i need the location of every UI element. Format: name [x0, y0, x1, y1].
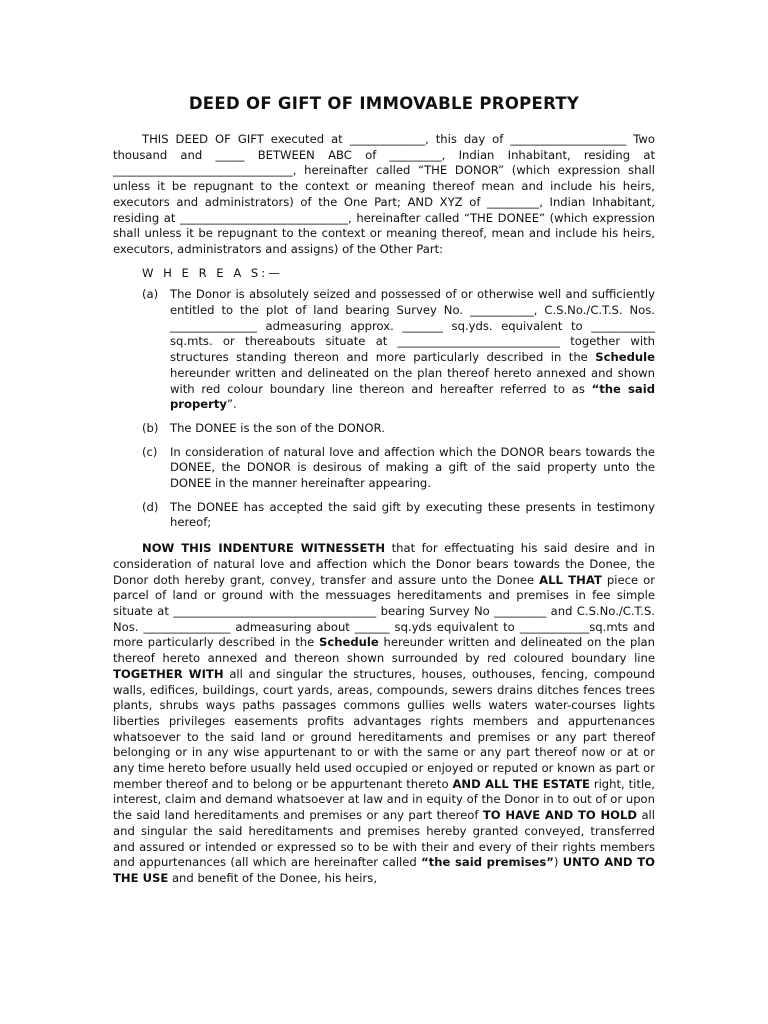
bold-segment: Schedule: [319, 635, 379, 650]
text-segment: hereunder written and delineated on the plan thereof hereto annexed and thereon shown surrounded by red coloured boundary line: [113, 635, 655, 666]
whereas-heading: W H E R E A S:—: [142, 265, 283, 280]
clause-a: [142, 287, 655, 413]
document-body: [113, 132, 655, 887]
clause-text-segment: ”.: [226, 397, 237, 412]
text-segment: ): [553, 855, 563, 870]
bold-segment: TOGETHER WITH: [113, 666, 224, 681]
bold-segment: TO HAVE AND TO HOLD: [482, 808, 638, 823]
clause-label: (c): [142, 444, 158, 459]
text-segment: right, title, interest, claim and demand whatsoever at law and in equity of the Donor in to out of or upon the said land hereditaments and premises or any part thereof: [113, 776, 655, 823]
clause-label: (a): [142, 287, 159, 302]
bold-segment: UNTO AND TO THE USE: [113, 855, 655, 885]
clause-text-segment: hereunder written and delineated on the plan thereof hereto annexed and shown with red colour boundary line thereon and hereafter referred to as: [170, 365, 655, 396]
clause-label: (b): [142, 420, 159, 435]
clause-label: (d): [142, 499, 159, 514]
clause-text-segment: The Donor is absolutely seized and possessed of or otherwise well and sufficiently entitled to the plot of land bearing Survey No. ___________, C.S.No./C.T.S. Nos. _______________ admeasuring approx. _______ sq.yds. equivalent to ___________ sq.mts. or thereabouts situate at ____________________________ together with structures standing thereon and more particularly described in the: [170, 287, 655, 365]
clause-d: [142, 500, 655, 531]
bold-segment: “the said premises”: [421, 855, 554, 870]
witnesseth-paragraph: [113, 541, 655, 886]
bold-segment: ALL THAT: [539, 572, 602, 587]
clause-text: [170, 287, 655, 413]
text-segment: that for effectuating his said desire and in consideration of natural love and affection which the Donor bears towards the Donee, the Donor doth hereby grant, convey, transfer and assure unto the Donee: [113, 541, 655, 587]
bold-segment: NOW THIS INDENTURE WITNESSETH: [142, 541, 386, 556]
clause-bold-segment: “the said property: [170, 381, 656, 412]
text-segment: all and singular the said hereditaments and premises hereby granted conveyed, transferred and assured or intended or expressed so to be with their and every of their rights members and appurtenances (all which are hereinafter called: [113, 808, 655, 870]
intro-paragraph: THIS DEED OF GIFT executed at _____________, this day of ____________________ Two thousand and _____ BETWEEN ABC of _________, Indian Inhabitant, residing at _______________________________, hereinafter called “THE DONOR” (which expression shall unless it be repugnant to the context or meaning thereof mean and include his heirs, executors and administrators) of the One Part; AND XYZ of _________, Indian Inhabitant, residing at _____________________________, hereinafter called “THE DONEE” (which expression shall unless it be repugnant to the context or meaning thereof, mean and include his heirs, executors, administrators and assigns) of the Other Part:: [113, 132, 655, 256]
text-segment: piece or parcel of land or ground with the messuages hereditaments and premises in fee simple situate at ___________________________________ bearing Survey No _________ and C.S.No./C.T.S. Nos. _______________ admeasuring about ______ sq.yds equivalent to ____________sq.mts and more particularly described in the: [113, 572, 655, 650]
text-segment: all and singular the structures, houses, outhouses, fencing, compound walls, edifices, buildings, court yards, areas, compounds, sewers drains ditches fences trees plants, shrubs ways paths passages commons gullies wells waters water-courses lights liberties privileges easements profits advantages rights members and appurtenances whatsoever to the said land or ground hereditaments and premises or any part thereof belonging or in any wise appurtenant to or with the same or any part thereof now or at or any time hereto before usually held used occupied or enjoyed or reputed or known as part or member thereof and to belong or be appurtenant thereto: [113, 666, 655, 791]
clause-bold-segment: Schedule: [595, 350, 655, 365]
clause-text: The DONEE is the son of the DONOR.: [170, 420, 385, 435]
clause-text: The DONEE has accepted the said gift by executing these presents in testimony hereof;: [170, 499, 655, 530]
page-title: DEED OF GIFT OF IMMOVABLE PROPERTY: [188, 94, 580, 113]
text-segment: and benefit of the Donee, his heirs,: [168, 870, 378, 885]
clause-c: [142, 445, 655, 492]
bold-segment: AND ALL THE ESTATE: [452, 776, 590, 791]
clause-b: [142, 421, 655, 437]
clause-text: In consideration of natural love and affection which the DONOR bears towards the DONEE, the DONOR is desirous of making a gift of the said property unto the DONEE in the manner hereinafter appearing.: [170, 444, 655, 491]
